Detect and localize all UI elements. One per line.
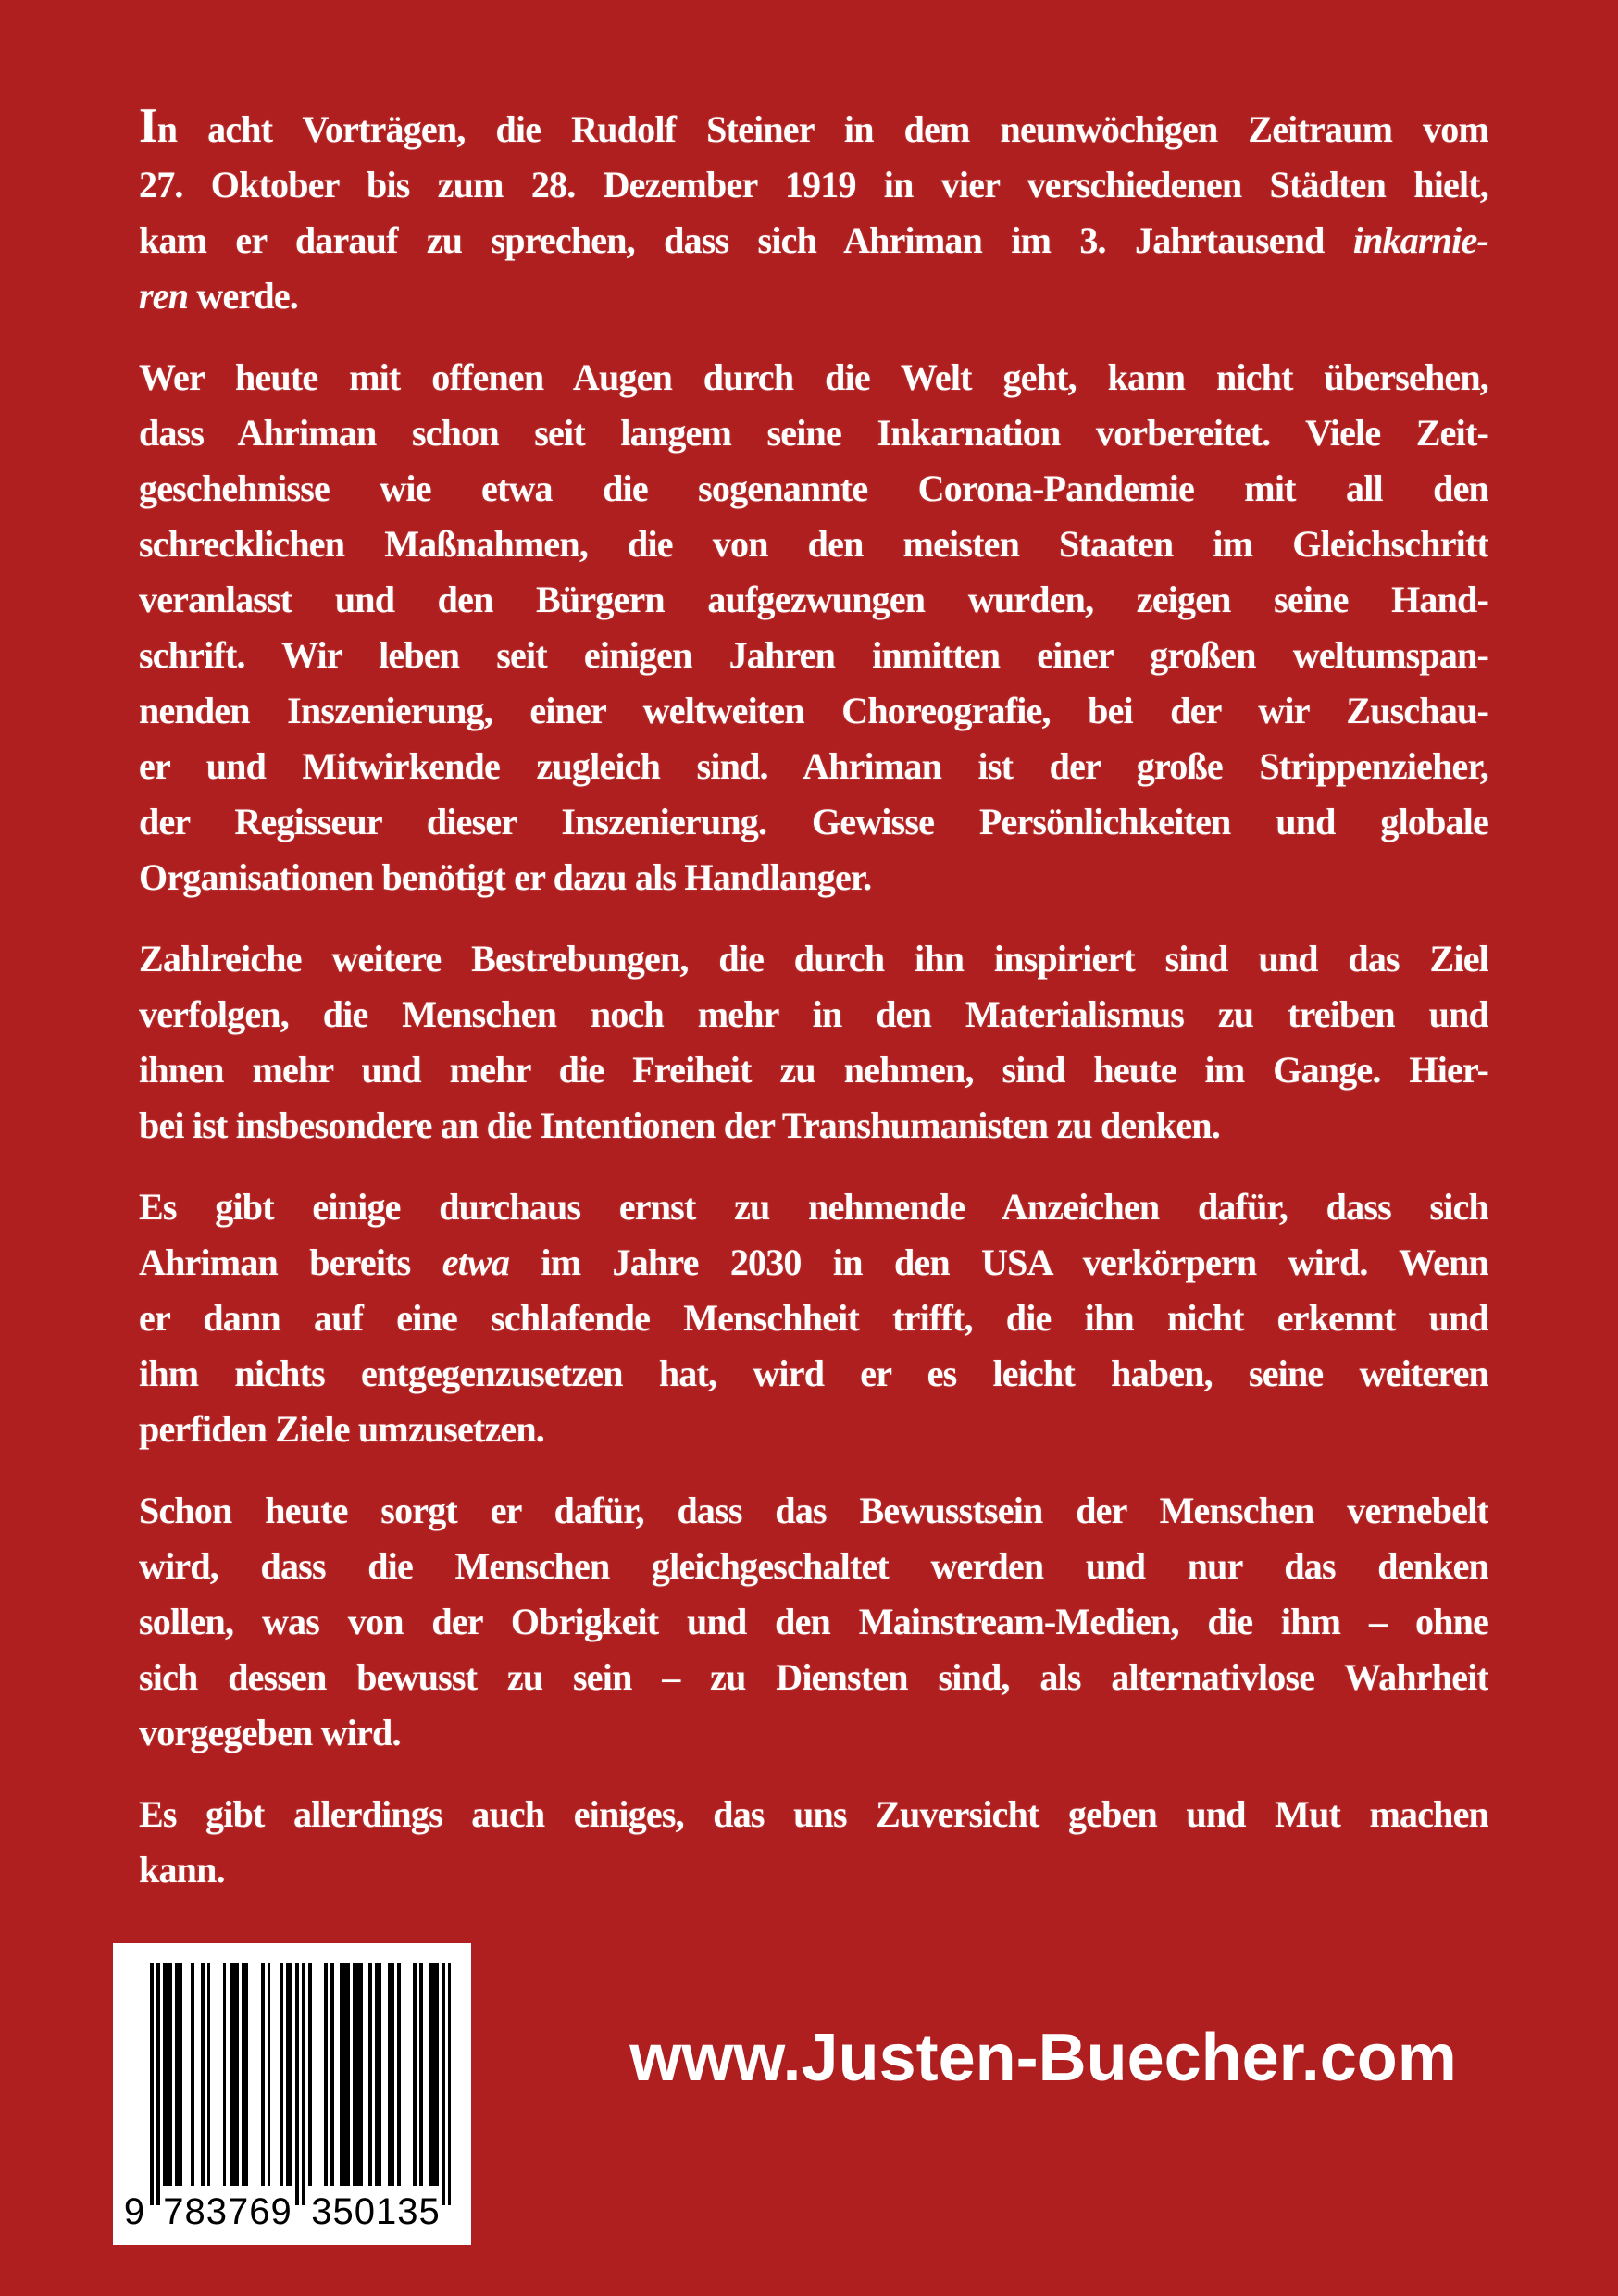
- barcode-bar: [290, 1963, 293, 2186]
- text-line: [139, 1098, 1488, 1154]
- text-segment: kam er darauf zu sprechen, dass sich Ahriman im 3. Jahrtausend: [139, 219, 1353, 261]
- text-line: [139, 268, 1488, 324]
- text-line: [139, 987, 1488, 1042]
- barcode-bar: [368, 1963, 372, 2186]
- text-segment: dass Ahriman schon seit langem seine Inkarnation vorbereitet. Viele Zeit-: [139, 412, 1488, 454]
- text-segment: wird, dass die Menschen gleichgeschaltet werden und nur das denken: [139, 1545, 1488, 1587]
- text-segment: schrecklichen Maßnahmen, die von den meisten Staaten im Gleichschritt: [139, 523, 1488, 565]
- text-segment: Es gibt allerdings auch einiges, das uns Zuversicht geben und Mut machen: [139, 1793, 1488, 1835]
- text-line: [139, 794, 1488, 850]
- text-segment: Wer heute mit offenen Augen durch die Welt geht, kann nicht übersehen,: [139, 356, 1488, 398]
- website-url: www.Justen-Buecher.com: [629, 2021, 1457, 2095]
- barcode-digit-prefix: 9: [123, 2191, 145, 2232]
- text-line: [139, 1787, 1488, 1842]
- text-segment: der Regisseur dieser Inszenierung. Gewisse Persönlichkeiten und globale: [139, 801, 1488, 842]
- barcode-bar: [324, 1963, 328, 2186]
- text-line: [139, 350, 1488, 406]
- paragraph: [139, 1483, 1488, 1761]
- barcode-bar: [156, 1963, 160, 2205]
- barcode-bar: [295, 1963, 299, 2205]
- text-line: [139, 213, 1488, 268]
- barcode-bar: [280, 1963, 283, 2186]
- paragraph: [139, 1787, 1488, 1898]
- dropcap-initial: I: [139, 102, 157, 153]
- text-line: [139, 1705, 1488, 1761]
- text-segment: sollen, was von der Obrigkeit und den Mainstream-Medien, die ihm – ohne: [139, 1601, 1488, 1642]
- barcode-digit-group2: 350135: [311, 2191, 441, 2232]
- text-line: [139, 1346, 1488, 1402]
- text-line: [139, 1042, 1488, 1098]
- barcode-bar: [235, 1963, 239, 2186]
- paragraph: [139, 931, 1488, 1154]
- barcode-bar: [442, 1963, 445, 2205]
- text-segment: veranlasst und den Bürgern aufgezwungen wurden, zeigen seine Hand-: [139, 579, 1488, 620]
- text-segment: Es gibt einige durchaus ernst zu nehmende Anzeichen dafür, dass sich: [139, 1186, 1488, 1228]
- text-segment: er dann auf eine schlafende Menschheit trifft, die ihn nicht erkennt und: [139, 1297, 1488, 1339]
- barcode: [113, 1943, 471, 2245]
- barcode-bar: [245, 1963, 249, 2186]
- text-segment: 27. Oktober bis zum 28. Dezember 1919 in vier verschiedenen Städten hielt,: [139, 164, 1488, 206]
- text-segment: Ahriman bereits: [139, 1242, 442, 1283]
- text-segment: kann.: [139, 1849, 225, 1890]
- barcode-bar: [419, 1963, 423, 2186]
- barcode-bars: [150, 1963, 451, 2225]
- barcode-bar: [223, 1963, 227, 2186]
- barcode-bar: [150, 1963, 154, 2205]
- text-segment: n acht Vorträgen, die Rudolf Steiner in dem neunwöchigen Zeitraum vom: [156, 108, 1488, 150]
- barcode-digit-group1: 783769: [163, 2191, 292, 2232]
- text-segment: verfolgen, die Menschen noch mehr in den Materialismus zu treiben und: [139, 993, 1488, 1035]
- text-line: [139, 683, 1488, 739]
- barcode-bar: [359, 1963, 363, 2186]
- text-segment: perfiden Ziele umzusetzen.: [139, 1408, 545, 1450]
- text-segment: vorgegeben wird.: [139, 1712, 401, 1753]
- barcode-bar: [435, 1963, 439, 2186]
- text-segment: Organisationen benötigt er dazu als Handlanger.: [139, 856, 872, 898]
- barcode-bar: [346, 1963, 350, 2186]
- text-line: [139, 1179, 1488, 1235]
- barcode-bar: [413, 1963, 417, 2186]
- text-segment: ihnen mehr und mehr die Freiheit zu nehmen, sind heute im Gange. Hier-: [139, 1049, 1488, 1091]
- barcode-bar: [397, 1963, 401, 2186]
- text-line: [139, 931, 1488, 987]
- paragraph: [139, 102, 1488, 324]
- text-line: [139, 628, 1488, 683]
- text-line: [139, 1594, 1488, 1650]
- text-line: [139, 102, 1488, 157]
- paragraph: [139, 1179, 1488, 1457]
- text-segment: werde.: [188, 275, 298, 317]
- barcode-bar: [191, 1963, 194, 2186]
- paragraph: [139, 350, 1488, 905]
- barcode-bar: [308, 1963, 312, 2186]
- barcode-bar: [207, 1963, 211, 2186]
- text-segment: sich dessen bewusst zu sein – zu Diensten sind, als alternativlose Wahrheit: [139, 1656, 1488, 1698]
- text-line: [139, 461, 1488, 517]
- barcode-bar: [330, 1963, 334, 2186]
- text-line: [139, 157, 1488, 213]
- text-line: [139, 1402, 1488, 1457]
- text-line: [139, 1650, 1488, 1705]
- text-line: [139, 739, 1488, 794]
- barcode-bar: [268, 1963, 271, 2186]
- barcode-bar: [302, 1963, 305, 2205]
- barcode-bar: [201, 1963, 205, 2186]
- text-segment: bei ist insbesondere an die Intentionen der Transhumanisten zu denken.: [139, 1104, 1220, 1146]
- barcode-bar: [448, 1963, 452, 2205]
- text-segment: schrift. Wir leben seit einigen Jahren inmitten einer großen weltumspan-: [139, 634, 1488, 676]
- text-line: [139, 1842, 1488, 1898]
- barcode-bar: [179, 1963, 182, 2186]
- text-line: [139, 1291, 1488, 1346]
- text-segment: nenden Inszenierung, einer weltweiten Choreografie, bei der wir Zuschau-: [139, 690, 1488, 731]
- text-segment: etwa: [442, 1242, 510, 1283]
- barcode-bar: [378, 1963, 381, 2186]
- barcode-bar: [261, 1963, 265, 2186]
- text-line: [139, 850, 1488, 905]
- text-line: [139, 1483, 1488, 1539]
- text-line: [139, 406, 1488, 461]
- text-line: [139, 572, 1488, 628]
- text-segment: Schon heute sorgt er dafür, dass das Bewusstsein der Menschen vernebelt: [139, 1490, 1488, 1531]
- barcode-bar: [391, 1963, 394, 2186]
- text-segment: er und Mitwirkende zugleich sind. Ahriman ist der große Strippenzieher,: [139, 745, 1488, 787]
- text-segment: ren: [139, 275, 189, 317]
- text-line: [139, 1235, 1488, 1291]
- text-segment: geschehnisse wie etwa die sogenannte Corona-Pandemie mit all den: [139, 468, 1488, 509]
- text-line: [139, 1539, 1488, 1594]
- text-segment: inkarnie-: [1352, 219, 1488, 261]
- text-segment: im Jahre 2030 in den USA verkörpern wird. Wenn: [509, 1242, 1488, 1283]
- barcode-bar: [169, 1963, 173, 2186]
- blurb-text: [139, 102, 1488, 1898]
- text-segment: Zahlreiche weitere Bestrebungen, die durch ihn inspiriert sind und das Ziel: [139, 938, 1488, 980]
- text-line: [139, 517, 1488, 572]
- text-segment: ihm nichts entgegenzusetzen hat, wird er es leicht haben, seine weiteren: [139, 1353, 1488, 1394]
